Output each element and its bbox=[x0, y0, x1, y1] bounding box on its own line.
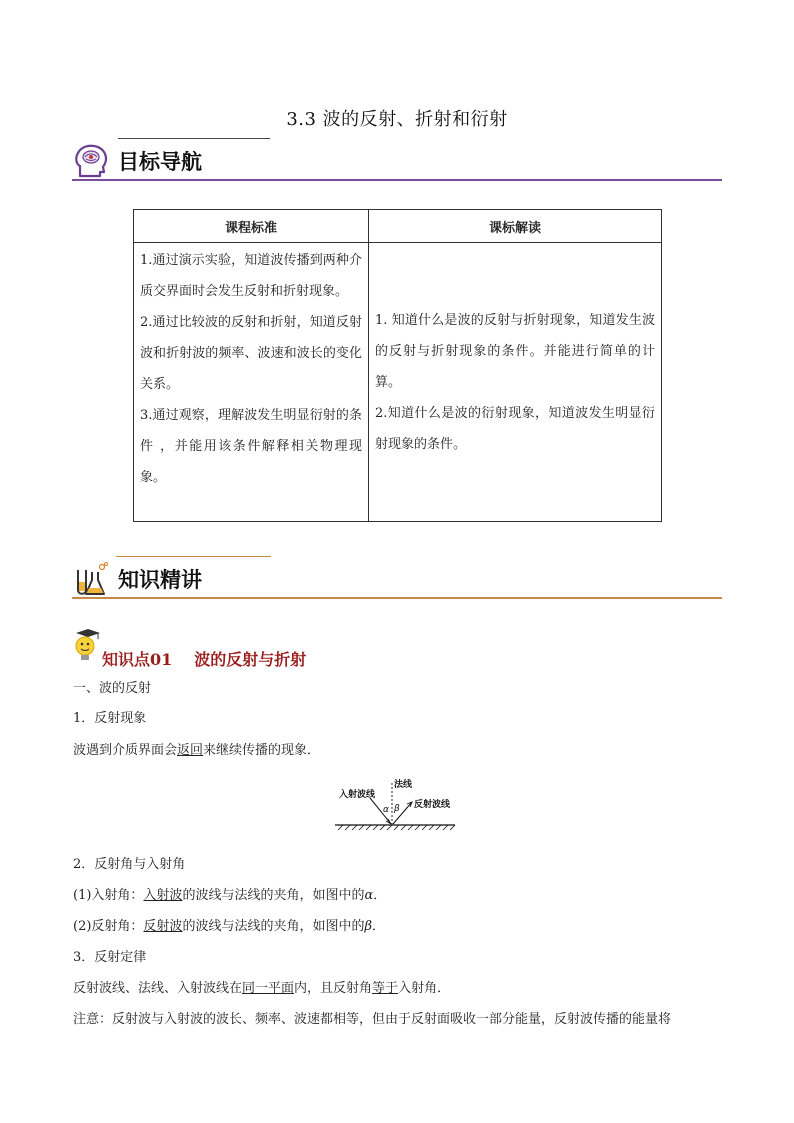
header-topline bbox=[118, 138, 270, 139]
lightbulb-graduate-icon bbox=[72, 627, 102, 663]
knowledge-point-heading bbox=[102, 647, 306, 670]
subheading-angles: 2．反射角与入射角 bbox=[73, 857, 186, 872]
label-normal: 法线 bbox=[394, 780, 413, 790]
interpretation-item: 1. 知道什么是波的反射与折射现象，知道发生波的反射与折射现象的条件。并能进行简单的计算。 bbox=[375, 312, 655, 390]
standard-item: 1.通过演示实验，知道波传播到两种介质交界面时会发生反射和折射现象。 bbox=[140, 253, 362, 299]
label-alpha: α bbox=[383, 805, 389, 815]
table-header-interpretation: 课标解读 bbox=[369, 210, 662, 243]
label-reflected: 反射波线 bbox=[414, 800, 451, 810]
brain-head-icon bbox=[72, 142, 112, 182]
page-title: 3.3 波的反射、折射和衍射 bbox=[286, 109, 508, 130]
reflection-diagram bbox=[330, 778, 470, 836]
subheading-reflection-phenomenon: 1．反射现象 bbox=[73, 711, 147, 726]
section-title-knowledge: 知识精讲 bbox=[118, 568, 202, 592]
paragraph-note: 注意：反射波与入射波的波长、频率、波速都相等，但由于反射面吸收一部分能量，反射波传播的能量将 bbox=[73, 1012, 672, 1027]
standard-item: 2.通过比较波的反射和折射，知道反射波和折射波的频率、波速和波长的变化关系。 bbox=[140, 315, 362, 392]
subheading-reflection: 一、波的反射 bbox=[73, 681, 152, 696]
label-incident: 入射波线 bbox=[339, 790, 376, 800]
course-standard-table bbox=[133, 209, 662, 522]
header-underline bbox=[72, 597, 722, 599]
lab-flask-icon bbox=[72, 560, 112, 600]
section-header-knowledge bbox=[72, 556, 722, 608]
header-topline bbox=[116, 556, 271, 557]
standard-cell bbox=[134, 243, 369, 522]
section-header-goal bbox=[72, 138, 722, 190]
paragraph-incident-angle: (1)入射角：入射波的波线与法线的夹角，如图中的α． bbox=[73, 888, 387, 903]
table-header-row bbox=[134, 210, 662, 243]
standard-item: 3.通过观察，理解波发生明显衍射的条件 ，并能用该条件解释相关物理现象。 bbox=[140, 408, 362, 485]
interpretation-cell bbox=[369, 243, 662, 522]
knowledge-point-name: 波的反射与折射 bbox=[194, 650, 307, 669]
label-beta: β bbox=[394, 804, 400, 814]
subheading-reflection-law: 3．反射定律 bbox=[73, 950, 147, 965]
table-header-standard: 课程标准 bbox=[134, 210, 369, 243]
paragraph-reflection-angle: (2)反射角：反射波的波线与法线的夹角，如图中的β． bbox=[73, 919, 385, 934]
interpretation-item: 2.知道什么是波的衍射现象，知道波发生明显衍射现象的条件。 bbox=[375, 405, 655, 452]
section-title-goal: 目标导航 bbox=[118, 150, 202, 174]
paragraph-reflection-definition: 波遇到介质界面会返回来继续传播的现象． bbox=[73, 743, 321, 758]
knowledge-point-number: 知识点01 bbox=[102, 650, 173, 669]
paragraph-reflection-law: 反射波线、法线、入射波线在同一平面内，且反射角等于入射角． bbox=[73, 981, 451, 996]
table-row bbox=[134, 243, 662, 522]
header-underline bbox=[72, 179, 722, 181]
